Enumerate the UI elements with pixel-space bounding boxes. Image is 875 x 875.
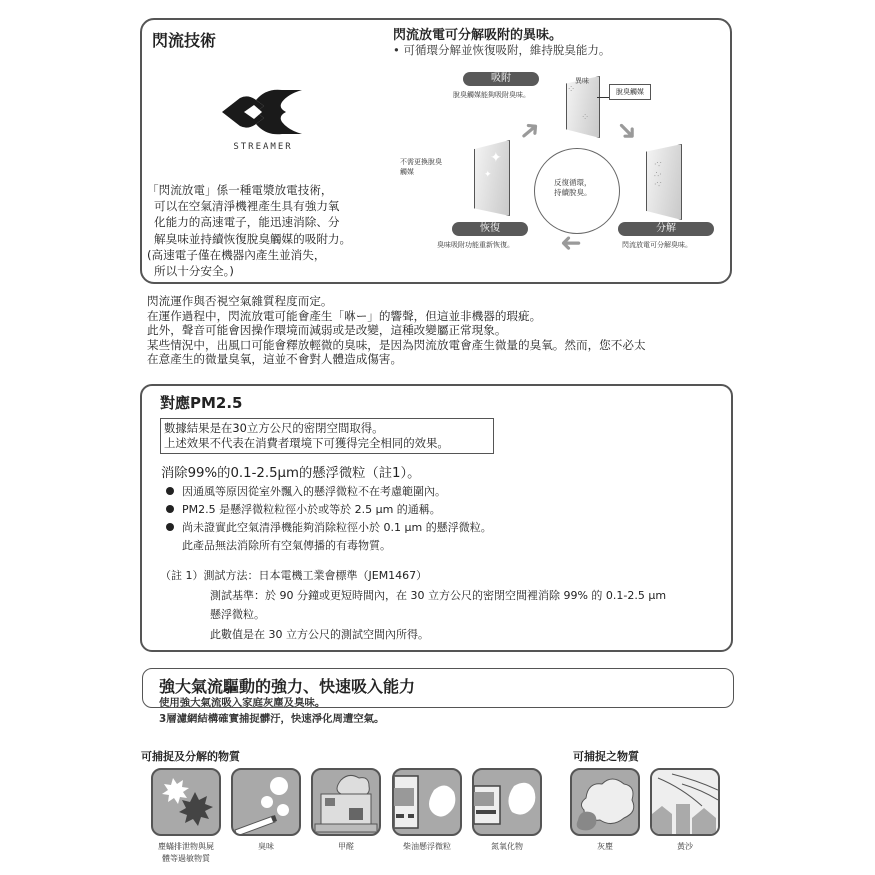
pm25-bullet-list <box>166 483 492 555</box>
odor-label: 異味 <box>575 77 589 85</box>
cycle-center-text: 反復循環， 持續脫臭。 <box>554 178 592 197</box>
dust-cloud-icon <box>570 768 640 836</box>
catalyst-panel-decompose <box>646 144 682 220</box>
tile-label: 甲醛 <box>338 842 354 851</box>
tile-label: 臭味 <box>258 842 274 851</box>
stage-decompose-caption: 閃流放電可分解臭味。 <box>622 241 692 249</box>
mite-allergen-icon <box>151 768 221 836</box>
capture-decompose-title: 可捕捉及分解的物質 <box>141 750 240 763</box>
odor-cigarette-icon <box>231 768 301 836</box>
description-line: 「閃流放電」係一種電漿放電技術， <box>147 183 333 197</box>
description-line: 化能力的高速電子，能迅速消除、分 <box>154 215 340 230</box>
capture-only-title: 可捕捉之物質 <box>573 750 639 763</box>
cycle-arrow-icon: ➜ <box>560 228 582 258</box>
bullet-dot-icon <box>166 505 174 513</box>
description-line: 解臭味並持續恢復脫臭觸媒的吸附力。 <box>154 231 352 246</box>
streamer-logo-text: STREAMER <box>233 142 293 152</box>
tile-label: 黃沙 <box>677 842 693 851</box>
decomposed-particle-icon: ·∵ ∴· ·∵ <box>654 160 662 189</box>
diesel-truck-icon <box>392 768 462 836</box>
note-line: 某些情況中，出風口可能會釋放輕微的臭味，是因為閃流放電會產生微量的臭氧。然而，您不必太 <box>147 337 646 352</box>
stage-recover-caption: 臭味吸附功能重新恢復。 <box>437 241 514 249</box>
description-line: 可以在空氣清淨機裡產生具有強力氧 <box>154 199 340 214</box>
cycle-arrow-icon: ➜ <box>511 112 548 150</box>
pm25-title: 對應PM2.5 <box>160 394 243 412</box>
streamer-title: 閃流技術 <box>152 31 217 50</box>
description-line: (高速電子僅在機器內產生並消失， <box>147 247 326 262</box>
tile-label: 氮氧化物 <box>491 842 523 851</box>
list-item: 尚未證實此空氣清淨機能夠消除粒徑小於 0.1 μm 的懸浮微粒。 <box>166 519 492 537</box>
list-item: PM2.5 是懸浮微粒粒徑小於或等於 2.5 μm 的通稱。 <box>166 501 492 519</box>
sparkle-icon: ✦ <box>490 150 502 166</box>
cycle-arrow-icon: ➜ <box>608 112 646 150</box>
tile-label: 塵蟎排泄物與屍 體等過敏物質 <box>158 842 214 863</box>
streamer-logo-icon <box>222 86 302 138</box>
note-line: 在意產生的微量臭氧，這並不會對人體造成傷害。 <box>147 352 403 367</box>
stage-recover-badge: 恢復 <box>452 222 528 236</box>
pm25-footnote: （註 1）測試方法：日本電機工業會標準（JEM1467） 測試基準：於 90 分鐘或更短時間內，在 30 立方公尺的密閉空間裡消除 99% 的 0.1-2.5 μm 懸浮微粒。 此數值是在 30 立方公尺的測試空間內所得。 <box>160 569 667 641</box>
pm25-main-claim: 消除99%的0.1-2.5μm的懸浮微粒（註1）。 <box>161 466 421 481</box>
tile-label: 柴油懸浮微粒 <box>403 842 451 851</box>
bullet-dot-icon <box>166 487 174 495</box>
no-replace-note: 不需更換脫臭 觸媒 <box>400 158 442 176</box>
list-item: 因通風等原因從室外飄入的懸浮微粒不在考慮範圍內。 <box>166 483 492 501</box>
callout-line <box>597 97 609 98</box>
sparkle-icon: ✦ <box>484 170 492 180</box>
description-line: 所以十分安全。) <box>154 264 234 279</box>
nitrogen-oxide-car-icon <box>472 768 542 836</box>
operation-notes <box>147 294 646 367</box>
note-line: 此外，聲音可能會因操作環境而減弱或是改變，這種改變屬正常現象。 <box>147 323 507 338</box>
odor-molecule-icon: ⁘ <box>567 84 576 95</box>
bullet-dot-icon <box>166 523 174 531</box>
airflow-title: 強大氣流驅動的強力、快速吸入能力 <box>159 677 416 696</box>
odor-molecule-icon: ⁘ <box>581 112 590 123</box>
stage-decompose-badge: 分解 <box>618 222 714 236</box>
stage-adsorb-badge: 吸附 <box>463 72 539 86</box>
diagram-title: 閃流放電可分解吸附的異味。 <box>393 28 563 43</box>
streamer-description <box>147 182 387 279</box>
note-line: 在運作過程中，閃流放電可能會產生「咻ー」的響聲，但這並非機器的瑕疵。 <box>147 308 542 323</box>
pm25-disclaimer: 數據結果是在30立方公尺的密閉空間取得。 上述效果不代表在消費者環境下可獲得完全相同的效果。 <box>160 418 494 454</box>
catalyst-callout: 脫臭觸媒 <box>609 84 651 100</box>
tile-label: 灰塵 <box>597 842 613 851</box>
diagram-bullet: • 可循環分解並恢復吸附，維持脫臭能力。 <box>393 43 611 57</box>
yellow-sand-icon <box>650 768 720 836</box>
formaldehyde-room-icon <box>311 768 381 836</box>
list-item-continuation: 此產品無法消除所有空氣傳播的有毒物質。 <box>182 539 391 552</box>
note-line: 閃流運作與否視空氣雜質程度而定。 <box>147 294 333 308</box>
stage-adsorb-caption: 脫臭觸媒能夠吸附臭味。 <box>453 91 530 99</box>
airflow-description: 使用強大氣流吸入家庭灰塵及臭味。 3層濾網結構確實捕捉髒汙，快速淨化周遭空氣。 <box>159 697 385 725</box>
